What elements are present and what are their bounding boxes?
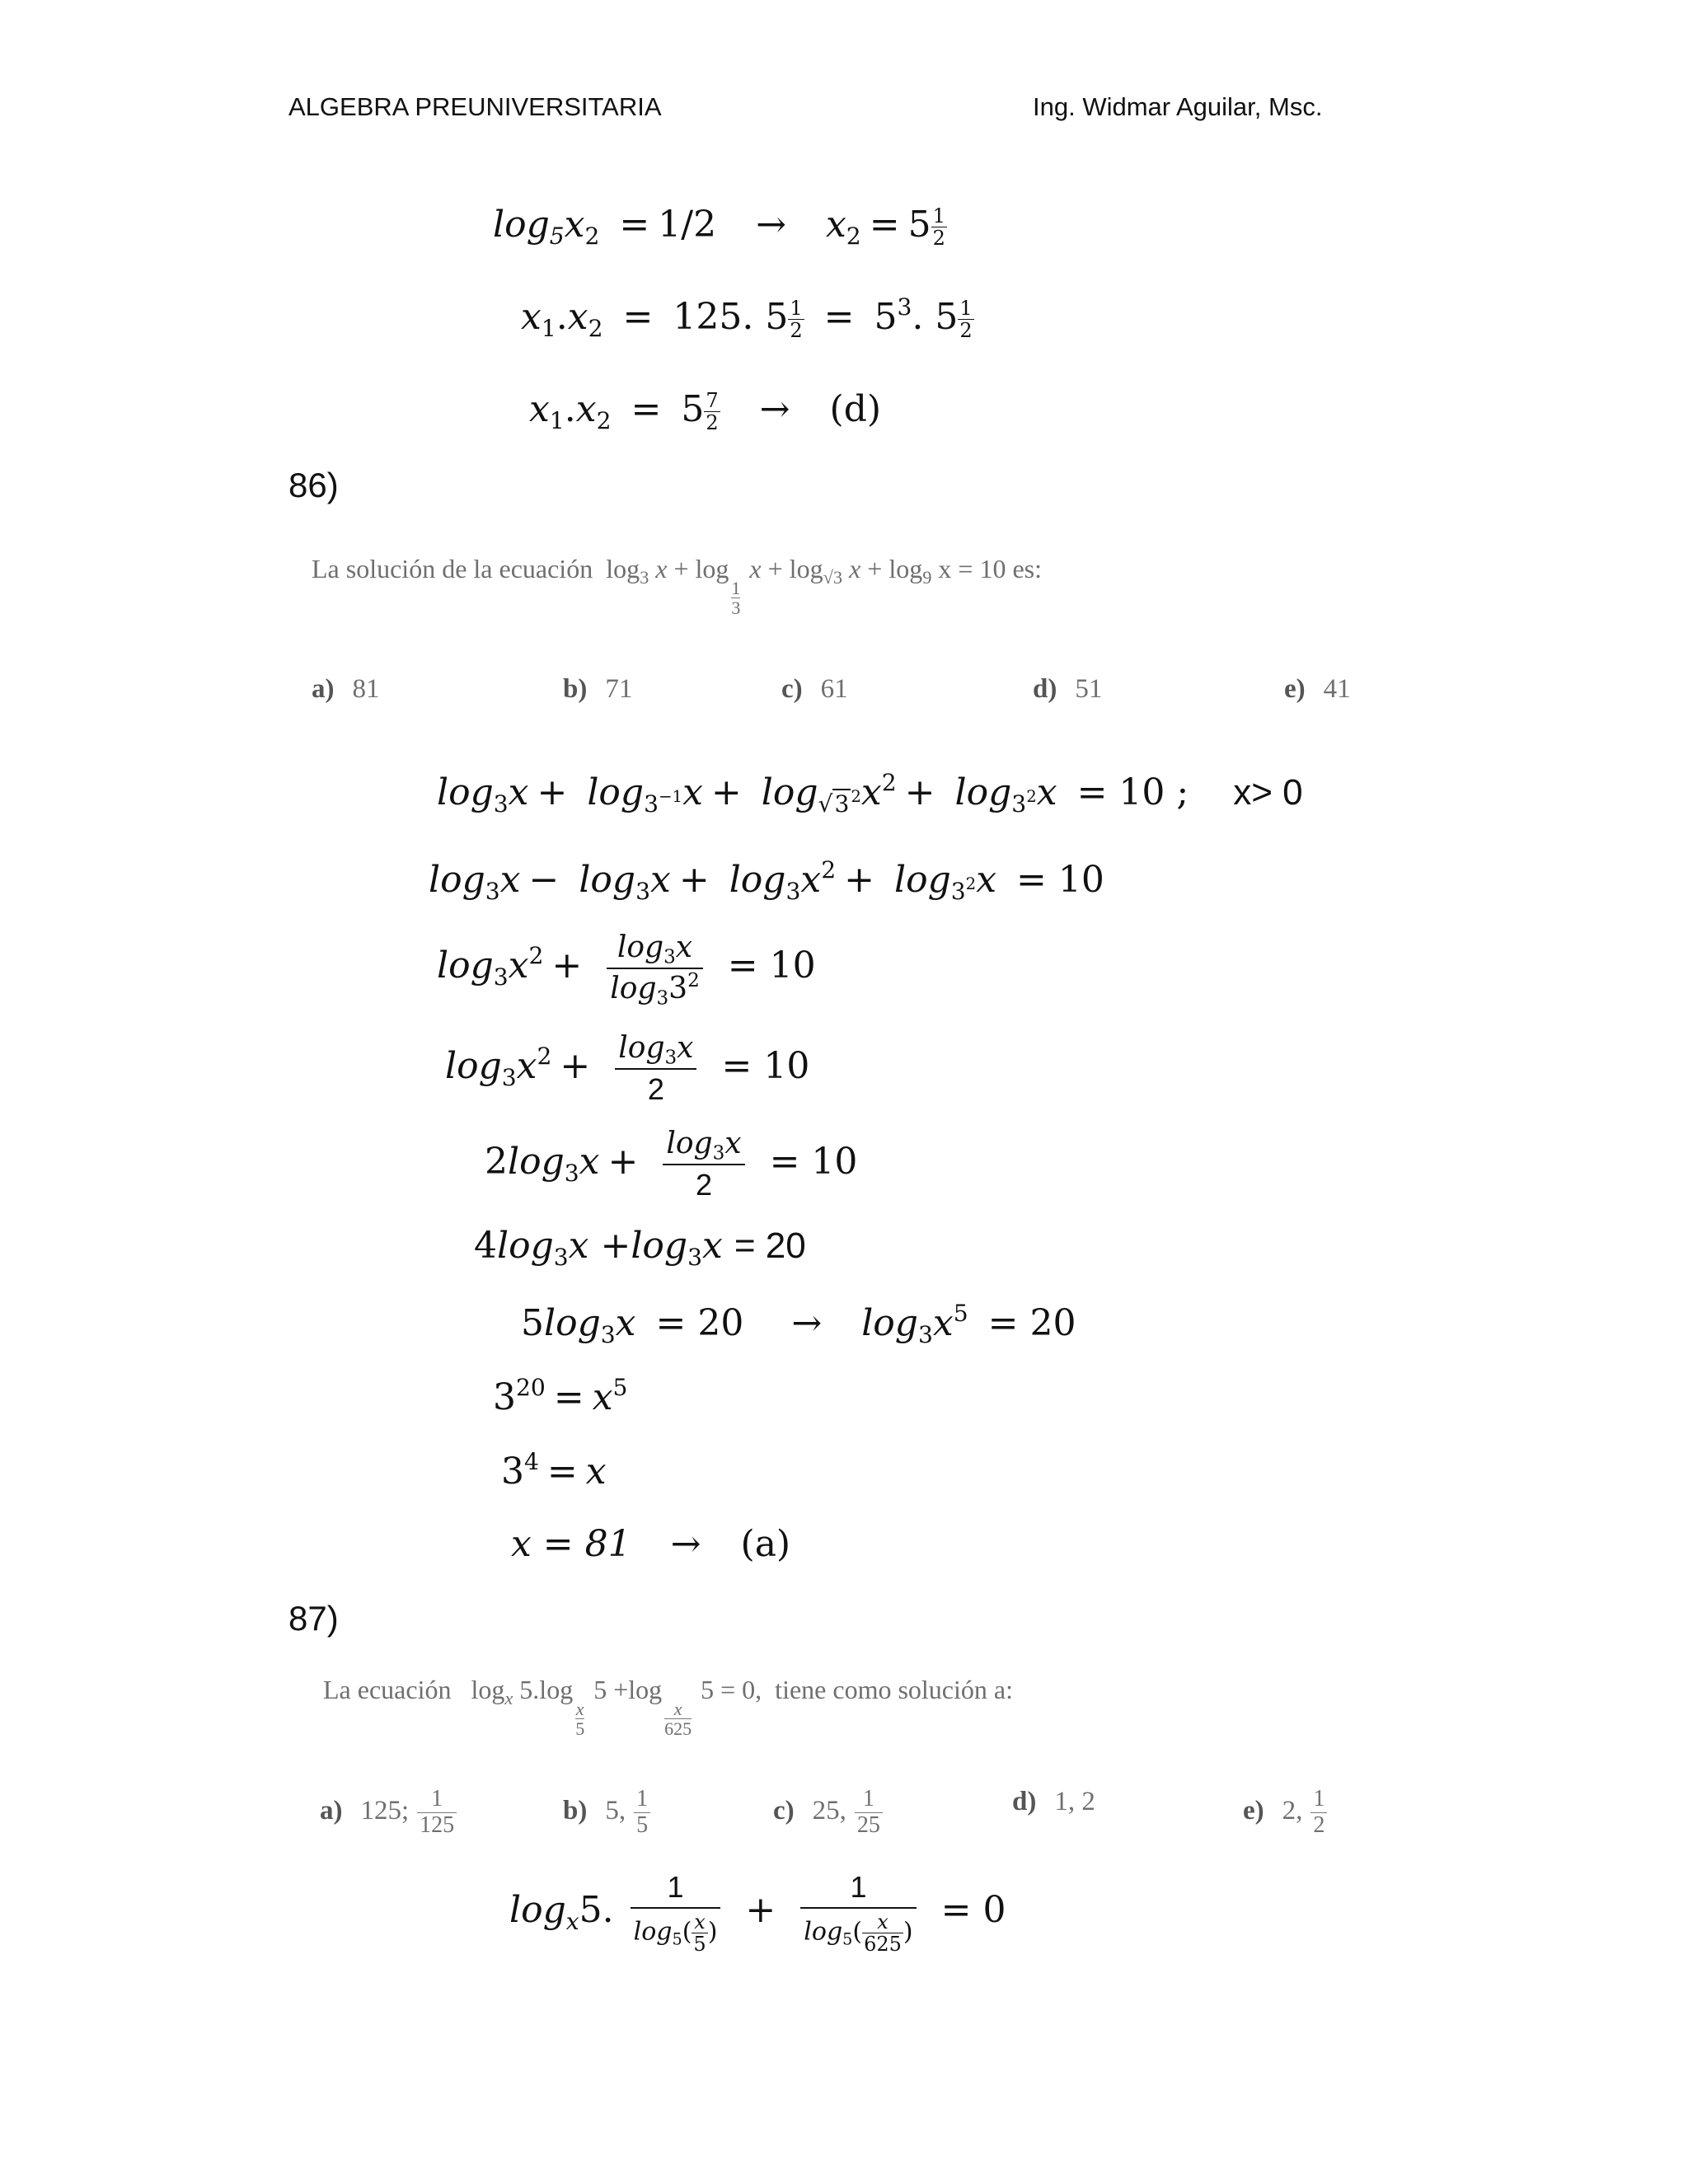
- p86-option-c: c) 61: [781, 674, 848, 704]
- p86-option-e: e) 41: [1284, 674, 1351, 704]
- problem-87-number: 87): [288, 1599, 339, 1638]
- problem-86-number: 86): [288, 466, 339, 504]
- p86-step-2: $\log_3x - \log_3x + \log_3x^2 + \log_{3^2}x = 10$: [429, 856, 1104, 905]
- header-author: Ing. Widmar Aguilar, Msc.: [1033, 92, 1323, 121]
- p86-step-6: $4\log_3x +\log_3x = 20$: [474, 1225, 806, 1271]
- p86-option-d: d) 51: [1033, 674, 1103, 704]
- problem-87-statement: La ecuación $\log_x 5.\log$ $\frac{x}{5}$ 5 +log $\frac{x}{625}$ 5 = 0, tiene como solución a:: [323, 1675, 1013, 1739]
- p86-step-9: $3^4 = x$: [501, 1448, 607, 1493]
- prev-line-1: $\log_5x_2 = 1/2 \to x_2 = 5$ $\frac{1}{2}$: [493, 203, 945, 250]
- p86-step-4: $\log_3x^2$ + $\frac{\log_3x}{2}$ = 10: [445, 1031, 810, 1106]
- p86-option-a: a) 81: [312, 674, 380, 704]
- prev-line-3: $x_1.x_2 = 5$ $\frac{7}{2}$ → (d): [529, 387, 882, 434]
- header-title: ALGEBRA PREUNIVERSITARIA: [288, 92, 662, 121]
- prev-line-2: $x_1.x_2 = 125$. 5 $\frac{1}{2}$ = $5^3$. 5 $\frac{1}{2}$: [521, 293, 973, 342]
- p86-step-10: x = 81 → (a): [511, 1523, 791, 1565]
- p87-option-a: a) 125; $\frac{1}{125}$: [320, 1787, 457, 1839]
- p86-step-5: $2\log_3x$ + $\frac{\log_3x}{2}$ = 10: [485, 1127, 858, 1202]
- p86-step-3: $\log_3x^2$ + $\frac{\log_3x}{\log_33^2}$ = 10: [437, 930, 816, 1009]
- p87-step-1: $\log_x5$. 1 $\log_5$( $\frac{x}{5}$ ) + 1 $\log_5$( $\frac{x}{625}$ ) = 0: [509, 1870, 1006, 1956]
- p87-option-e: e) 2, $\frac{1}{2}$: [1243, 1787, 1327, 1839]
- problem-86-statement: La solución de la ecuación $\log_3 x + \log$ $\frac{1}{3}$ $x + \log_{√3} x + \log_9 x = 10$ es:: [312, 554, 1042, 618]
- p86-step-8: $3^{20} = x^5$: [493, 1374, 628, 1418]
- p86-option-b: b) 71: [563, 674, 633, 704]
- p87-option-b: b) 5, $\frac{1}{5}$: [563, 1787, 650, 1839]
- p86-step-7: $5\log_3x = 20 \to \log_3x^5 = 20$: [521, 1300, 1076, 1348]
- p86-step-1: $\log_3x + \log_{3^{-1}}x + \log_{√3 ^2}x^2 + \log_{3^2}x = 10$ ; x> 0: [437, 769, 1303, 818]
- p87-option-c: c) 25, $\frac{1}{25}$: [773, 1787, 883, 1839]
- p87-option-d: d) 1, 2: [1012, 1787, 1095, 1816]
